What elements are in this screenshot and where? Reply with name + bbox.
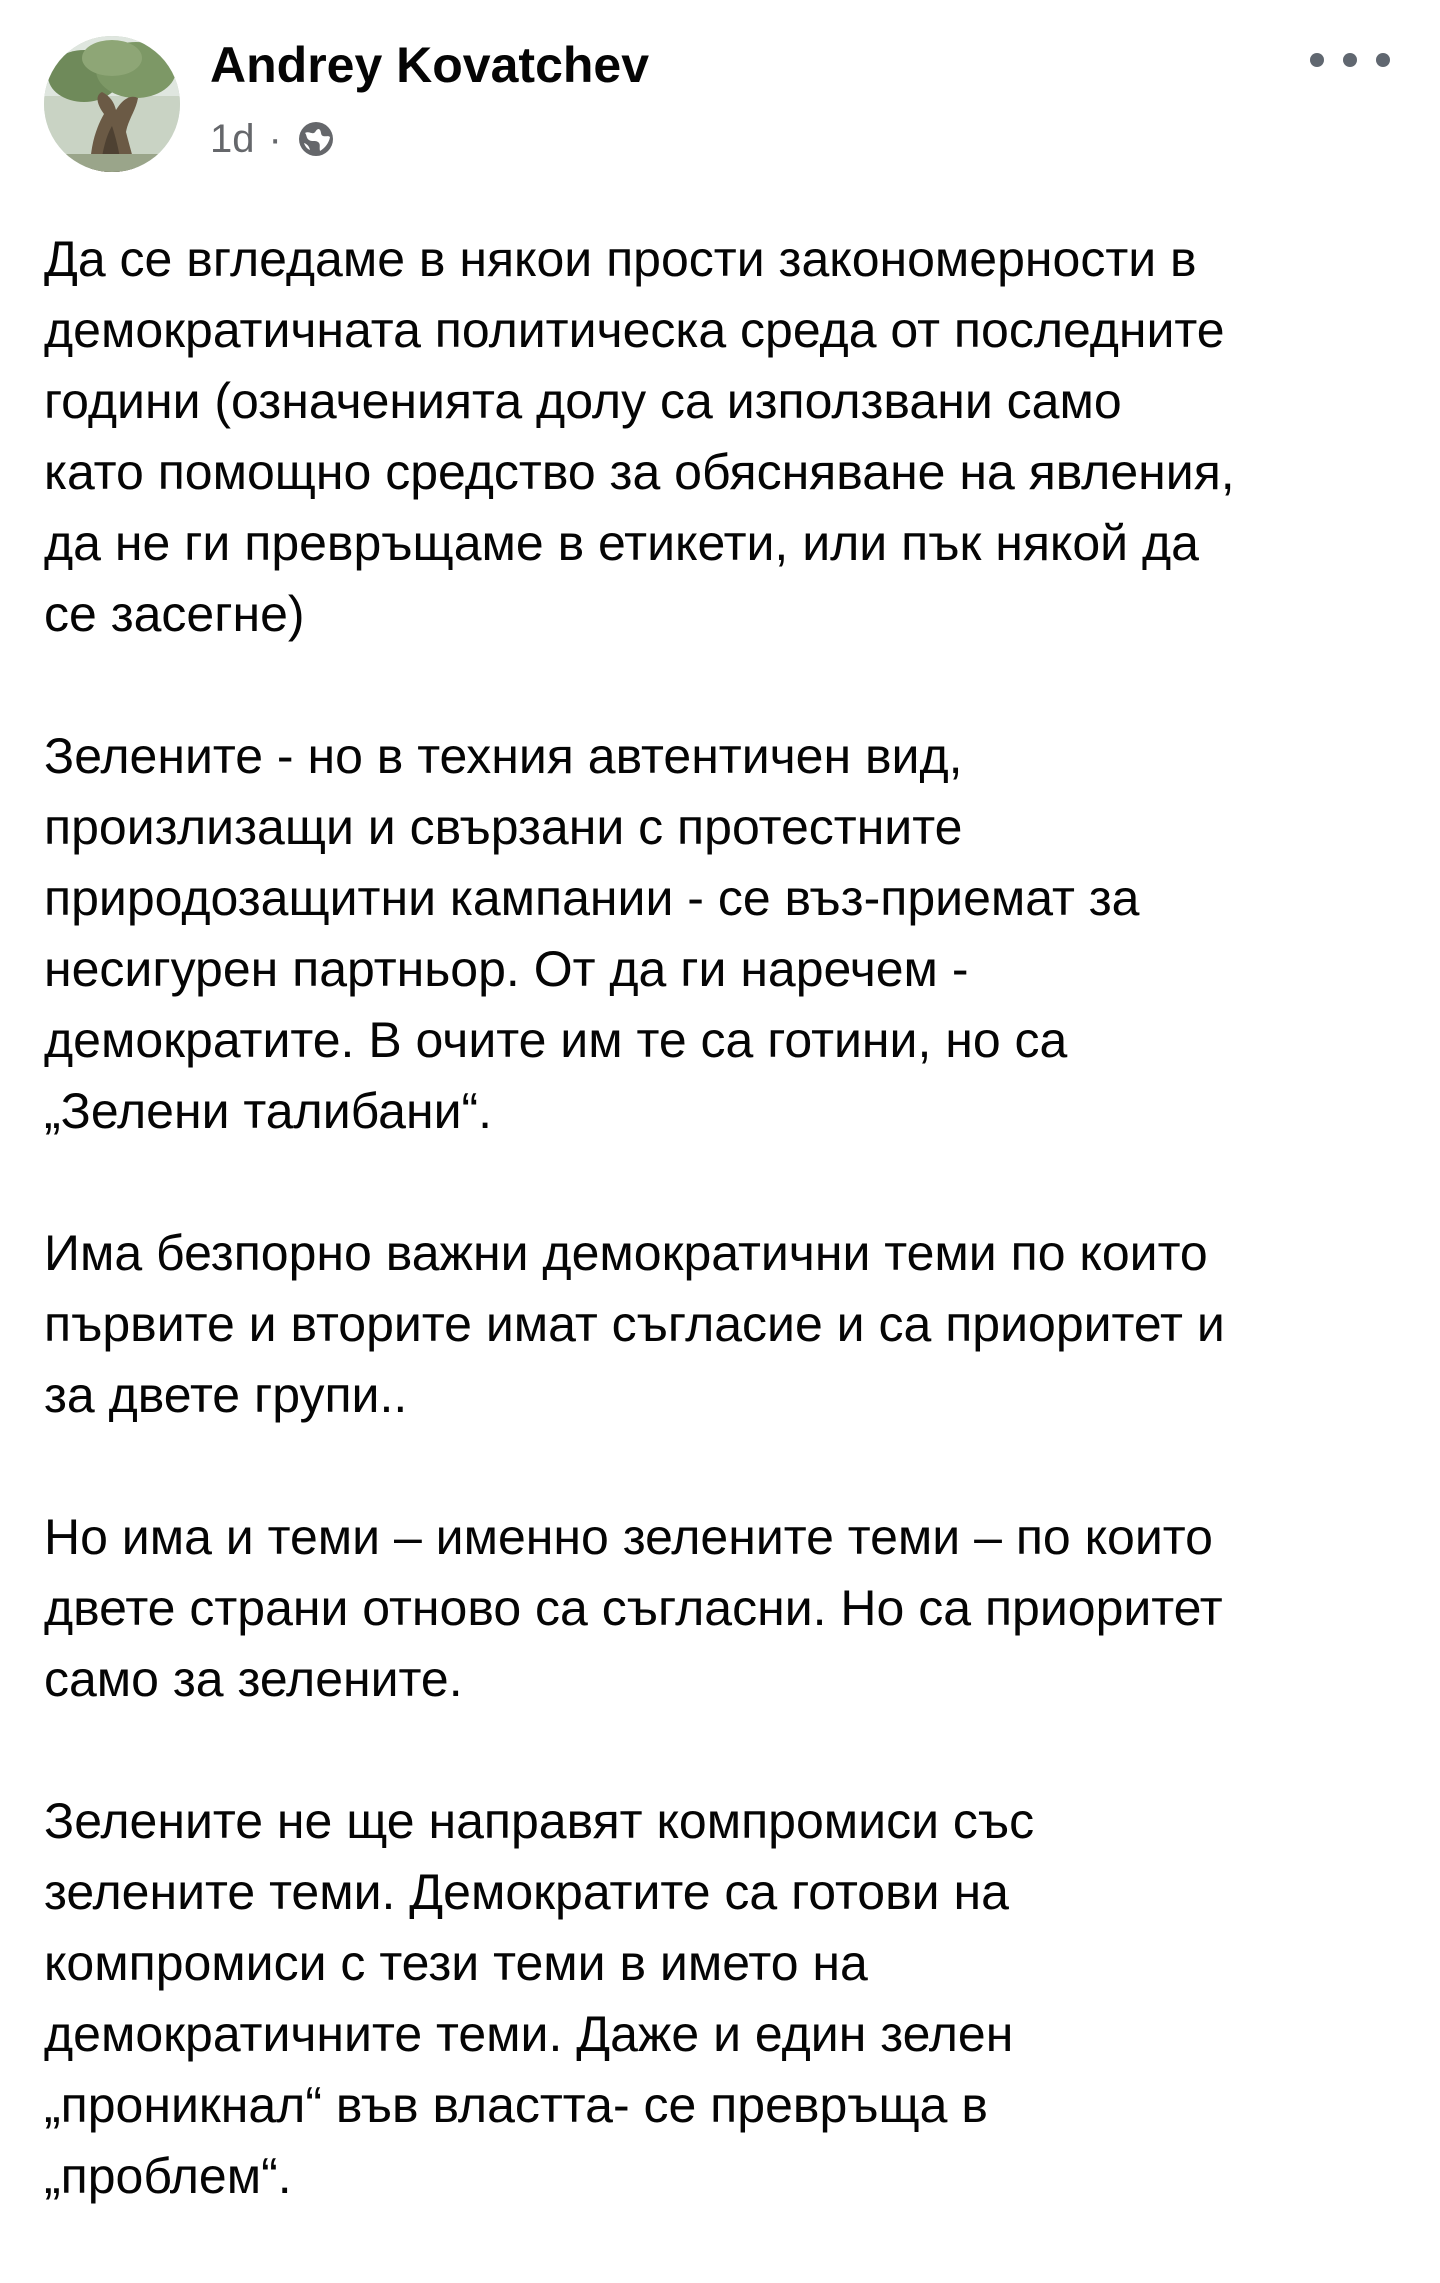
- text-line: демократите. В очите им те са готини, но са: [44, 1012, 1068, 1068]
- text-line: като помощно средство за обясняване на явления,: [44, 444, 1235, 500]
- more-options-icon-dot: [1376, 53, 1390, 67]
- text-line: Да се вгледаме в някои прости закономерности в: [44, 231, 1197, 287]
- text-line: се засегне): [44, 586, 305, 642]
- text-line: двете страни отново са съгласни. Но са приоритет: [44, 1580, 1223, 1636]
- more-options-button[interactable]: [1310, 40, 1390, 80]
- more-options-icon: [1310, 53, 1324, 67]
- text-line: Има безпорно важни демократични теми по които: [44, 1225, 1208, 1281]
- post-paragraph: [44, 224, 1414, 650]
- text-line: несигурен партньор. От да ги наречем -: [44, 941, 969, 997]
- more-options-icon-dot: [1343, 53, 1357, 67]
- post-body: [44, 224, 1414, 2283]
- post-paragraph: [44, 721, 1414, 1147]
- post-meta: [210, 112, 336, 166]
- text-line: демократичната политическа среда от последните: [44, 302, 1225, 358]
- text-line: природозащитни кампании - се въз-приемат за: [44, 870, 1140, 926]
- text-line: години (означенията долу са използвани само: [44, 373, 1122, 429]
- post-paragraph: [44, 1786, 1414, 2212]
- text-line: компромиси с тези теми в името на: [44, 1935, 868, 1991]
- avatar[interactable]: [44, 36, 180, 172]
- text-line: Но има и теми – именно зелените теми – по които: [44, 1509, 1213, 1565]
- post-header: [0, 0, 1440, 200]
- text-line: Зелените - но в техния автентичен вид,: [44, 728, 963, 784]
- text-line: първите и вторите имат съгласие и са приоритет и: [44, 1296, 1225, 1352]
- text-line: само за зелените.: [44, 1651, 463, 1707]
- text-line: „проблем“.: [44, 2148, 292, 2204]
- text-line: да не ги превръщаме в етикети, или пък някой да: [44, 515, 1199, 571]
- text-line: произлизащи и свързани с протестните: [44, 799, 963, 855]
- text-line: Зелените не ще направят компромиси със: [44, 1793, 1035, 1849]
- post-paragraph: [44, 1502, 1414, 1715]
- text-line: „проникнал“ във властта- се превръща в: [44, 2077, 988, 2133]
- text-line: за двете групи..: [44, 1367, 408, 1423]
- globe-icon: [296, 119, 336, 159]
- post-paragraph: [44, 1218, 1414, 1431]
- post-timestamp[interactable]: 1d: [210, 116, 255, 161]
- meta-separator: ·: [268, 116, 282, 161]
- avatar-image: [44, 36, 180, 172]
- text-line: демократичните теми. Даже и един зелен: [44, 2006, 1014, 2062]
- text-line: „Зелени талибани“.: [44, 1083, 493, 1139]
- author-name[interactable]: Andrey Kovatchev: [210, 37, 650, 93]
- text-line: зелените теми. Демократите са готови на: [44, 1864, 1009, 1920]
